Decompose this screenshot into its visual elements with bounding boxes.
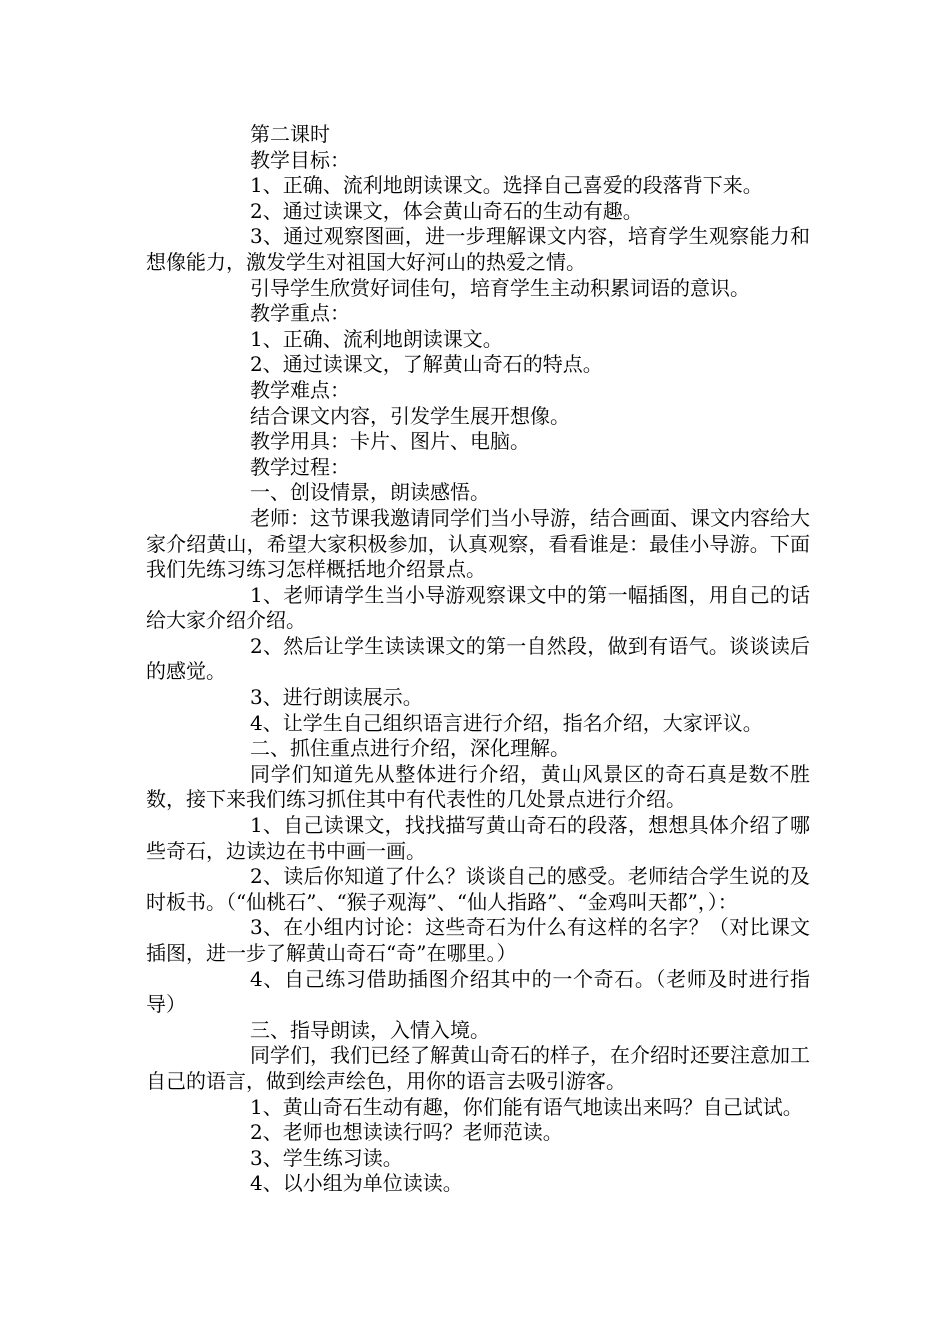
key-point-item: 1、正确、流利地朗读课文。: [250, 326, 503, 351]
process-step: 4、以小组为单位读读。: [250, 1171, 463, 1196]
objective-item: 引导学生欣赏好词佳句，培育学生主动积累词语的意识。: [250, 275, 750, 300]
process-step: 3、进行朗读展示。: [250, 685, 423, 710]
body-paragraph: 老师：这节课我邀请同学们当小导游，结合画面、课文内容给大家介绍黄山，希望大家积极参加，认真观察，看看谁是：最佳小导游。下面我们先练习练习怎样概括地介绍景点。: [146, 505, 810, 582]
teaching-tools: 教学用具：卡片、图片、电脑。: [250, 429, 530, 454]
key-point-item: 2、通过读课文，了解黄山奇石的特点。: [250, 352, 603, 377]
heading-objectives: 教学目标：: [250, 147, 350, 172]
section-heading: 二、抓住重点进行介绍，深化理解。: [250, 736, 570, 761]
body-paragraph: 同学们知道先从整体进行介绍，黄山风景区的奇石真是数不胜数，接下来我们练习抓住其中有代表性的几处景点进行介绍。: [146, 761, 810, 812]
process-step: 2、读后你知道了什么？谈谈自己的感受。老师结合学生说的及时板书。（“仙桃石”、“猴子观海”、“仙人指路”、“金鸡叫天都”，）：: [146, 864, 810, 914]
objective-item: 3、通过观察图画，进一步理解课文内容，培育学生观察能力和想像能力，激发学生对祖国大好河山的热爱之情。: [146, 224, 810, 274]
process-step: 2、然后让学生读读课文的第一自然段，做到有语气。谈谈读后的感觉。: [146, 633, 810, 684]
body-paragraph: 同学们，我们已经了解黄山奇石的样子，在介绍时还要注意加工自己的语言，做到绘声绘色，用你的语言去吸引游客。: [146, 1043, 810, 1093]
objective-item: 2、通过读课文，体会黄山奇石的生动有趣。: [250, 198, 643, 223]
heading-difficulties: 教学难点：: [250, 377, 350, 402]
lesson-title: 第二课时: [250, 122, 330, 146]
section-heading: 一、创设情景，朗读感悟。: [250, 480, 490, 505]
process-step: 2、老师也想读读行吗？老师范读。: [250, 1120, 563, 1145]
process-step: 3、学生练习读。: [250, 1145, 403, 1170]
process-step: 3、在小组内讨论：这些奇石为什么有这样的名字？（对比课文插图，进一步了解黄山奇石“奇”在哪里。）: [146, 915, 810, 965]
process-step: 1、自己读课文，找找描写黄山奇石的段落，想想具体介绍了哪些奇石，边读边在书中画一画。: [146, 813, 810, 863]
section-heading: 三、指导朗读，入情入境。: [250, 1017, 490, 1042]
difficulty-item: 结合课文内容，引发学生展开想像。: [250, 403, 570, 428]
process-step: 4、让学生自己组织语言进行介绍，指名介绍，大家评议。: [250, 710, 763, 735]
objective-item: 1、正确、流利地朗读课文。选择自己喜爱的段落背下来。: [250, 173, 763, 198]
process-step: 1、老师请学生当小导游观察课文中的第一幅插图，用自己的话给大家介绍介绍。: [146, 582, 810, 633]
process-step: 1、黄山奇石生动有趣，你们能有语气地读出来吗？自己试试。: [250, 1094, 803, 1119]
process-step: 4、自己练习借助插图介绍其中的一个奇石。（老师及时进行指导）: [146, 966, 810, 1017]
document-page: [146, 122, 810, 1197]
heading-process: 教学过程：: [250, 454, 350, 479]
heading-key-points: 教学重点：: [250, 301, 350, 326]
